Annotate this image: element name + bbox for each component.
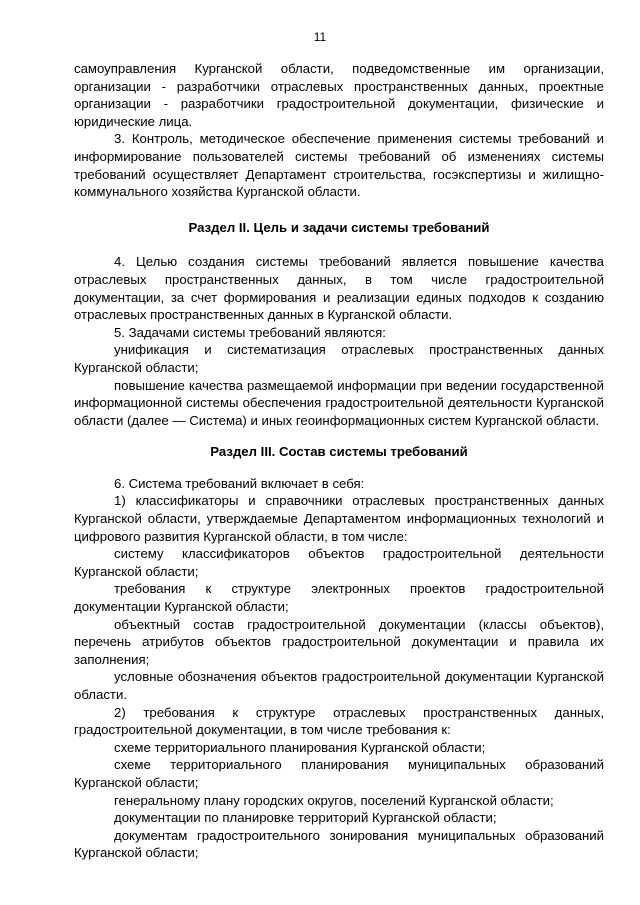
section-2-heading: Раздел II. Цель и задачи системы требований: [188, 219, 490, 235]
paragraph-6-item-2-d: документации по планировке территорий Курганской области;: [114, 810, 497, 826]
page-number: 11: [313, 30, 327, 44]
paragraph-6-item-1-b: требования к структуре электронных проектов градостроительной документации Курганской области;: [74, 581, 604, 615]
paragraph-6-item-2-b: схеме территориального планирования муниципальных образований Курганской области;: [74, 757, 604, 790]
paragraph-6: 6. Система требований включает в себя:: [114, 475, 365, 491]
section-3-heading: Раздел III. Состав системы требований: [210, 444, 468, 460]
paragraph-6-item-1: 1) классификаторы и справочники отраслевых пространственных данных Курганской области, утверждаемые Департаментом информационных технологий и цифрового развития Курганской области, в том числе:: [74, 493, 604, 544]
paragraph-6-item-2: 2) требования к структуре отраслевых пространственных данных, градостроительной документации, в том числе требования к:: [74, 704, 604, 738]
paragraph-6-item-1-a: систему классификаторов объектов градостроительной деятельности Курганской области;: [74, 546, 604, 579]
paragraph-5-item-2: повышение качества размещаемой информации при ведении государственной информационной системы обеспечения градостроительной деятельности Курганской области (далее — Система) и иных геоинформационных систем Курганской области.: [74, 377, 604, 428]
paragraph-6-item-2-e: документам градостроительного зонирования муниципальных образований Курганской области;: [74, 827, 604, 861]
paragraph-5-item-1: унификация и систематизация отраслевых пространственных данных Курганской области;: [74, 342, 604, 375]
paragraph-6-item-2-a: схеме территориального планирования Курганской области;: [114, 739, 486, 755]
paragraph-4: 4. Целью создания системы требований является повышение качества отраслевых пространственных данных, в том числе градостроительной документации, за счет формирования и реализации единых подходов к созданию отраслевых пространственных данных в Курганской области.: [74, 254, 604, 323]
paragraph-5: 5. Задачами системы требований являются:: [114, 324, 386, 340]
paragraph-intro-continuation: самоуправления Курганской области, подведомственные им организации, организации - разработчики отраслевых пространственных данных, проектные организации - разработчики градостроительной документации, физические и юридические лица.: [74, 61, 604, 129]
paragraph-6-item-1-c: объектный состав градостроительной документации (классы объектов), перечень атрибутов объектов градостроительной документации и правила их заполнения;: [74, 616, 604, 667]
paragraph-3: 3. Контроль, методическое обеспечение применения системы требований и информирование пользователей системы требований об изменениях системы требований осуществляет Департамент строительства, госэкспертизы и жилищно-коммунального хозяйства Курганской области.: [74, 131, 604, 200]
paragraph-6-item-1-d: условные обозначения объектов градостроительной документации Курганской области.: [74, 669, 604, 702]
paragraph-6-item-2-c: генеральному плану городских округов, поселений Курганской области;: [114, 792, 554, 808]
document-body: [74, 60, 604, 862]
